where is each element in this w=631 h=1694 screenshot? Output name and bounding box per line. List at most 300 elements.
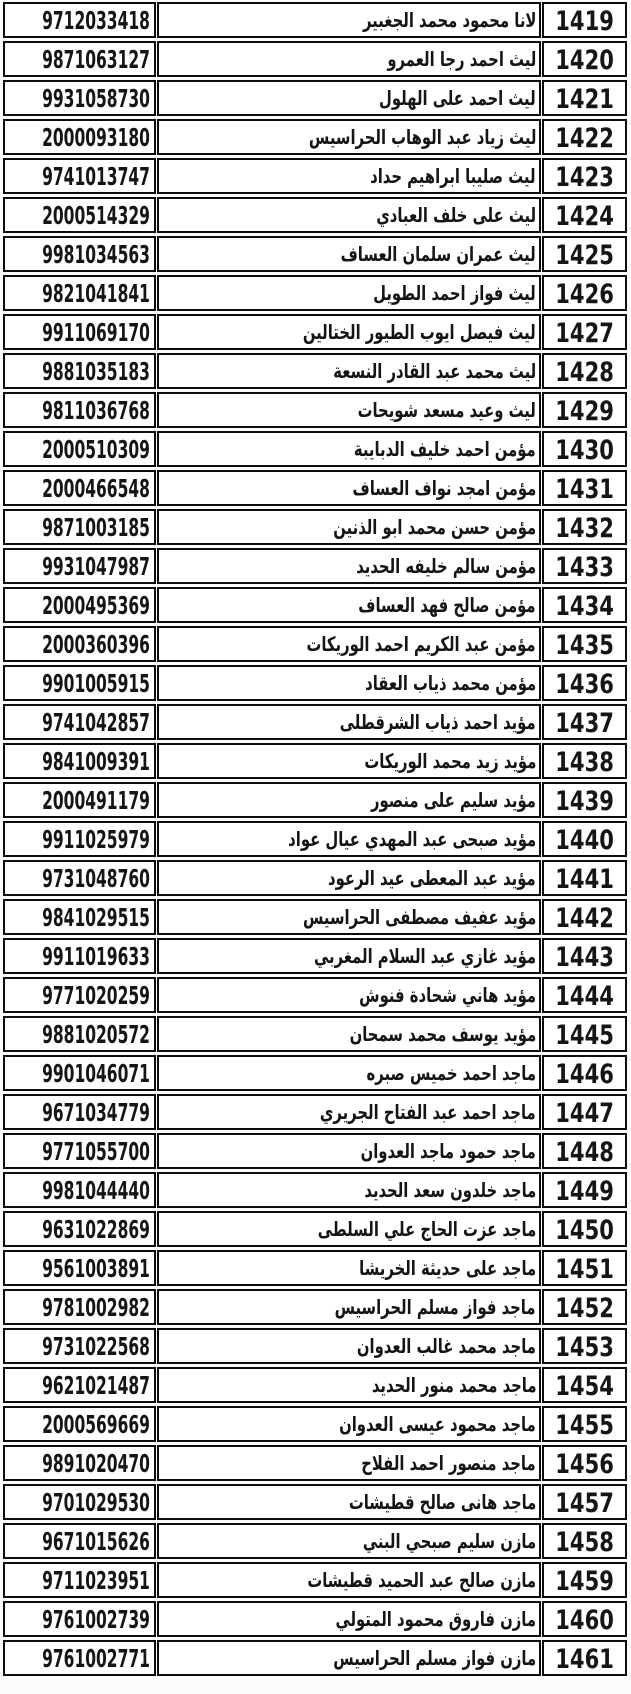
national-id-cell	[3, 1640, 156, 1676]
row-number-text: 1424	[555, 201, 614, 232]
person-name-text: مازن سليم صبحي البني	[362, 1529, 536, 1553]
row-number-text: 1432	[555, 513, 614, 544]
row-number-text: 1452	[555, 1293, 614, 1324]
person-name-text: ماجد احمد عبد الفتاح الجريري	[320, 1100, 536, 1124]
national-id-text: 9771020259	[42, 980, 150, 1010]
national-id-cell	[3, 704, 156, 740]
table-row	[3, 1367, 627, 1403]
row-number-text: 1455	[555, 1410, 614, 1441]
row-number-text: 1425	[555, 240, 614, 271]
person-name-text: مؤيد سليم على منصور	[371, 788, 536, 812]
row-number-text: 1459	[555, 1566, 614, 1597]
national-id-cell	[3, 119, 156, 155]
person-name-text: مؤيد يوسف محمد سمحان	[349, 1022, 536, 1046]
table-row	[3, 782, 627, 818]
person-name-cell	[157, 704, 541, 740]
national-id-cell	[3, 275, 156, 311]
row-number-cell	[542, 1640, 627, 1676]
national-id-cell	[3, 1562, 156, 1598]
row-number-cell	[542, 938, 627, 974]
national-id-cell	[3, 41, 156, 77]
person-name-text: ماجد احمد خميس صبره	[366, 1061, 536, 1085]
table-row	[3, 1289, 627, 1325]
national-id-cell	[3, 392, 156, 428]
national-id-cell	[3, 1445, 156, 1481]
row-number-cell	[542, 1562, 627, 1598]
person-name-cell	[157, 1640, 541, 1676]
person-name-cell	[157, 1133, 541, 1169]
national-id-cell	[3, 1055, 156, 1091]
row-number-text: 1445	[555, 1020, 614, 1051]
person-name-cell	[157, 314, 541, 350]
row-number-cell	[542, 1172, 627, 1208]
row-number-text: 1419	[555, 6, 614, 37]
national-id-cell	[3, 665, 156, 701]
national-id-cell	[3, 1406, 156, 1442]
person-name-text: ماجد خلدون سعد الحديد	[364, 1178, 536, 1202]
person-name-text: مازن صالح عبد الحميد قطيشات	[307, 1568, 536, 1592]
person-name-cell	[157, 158, 541, 194]
row-number-text: 1426	[555, 279, 614, 310]
person-name-text: مؤمن عبد الكريم احمد الوريكات	[306, 632, 536, 656]
table-row	[3, 1562, 627, 1598]
national-id-cell	[3, 1523, 156, 1559]
person-name-text: ماجد هانى صالح قطيشات	[348, 1490, 536, 1514]
table-row	[3, 665, 627, 701]
table-row	[3, 1328, 627, 1364]
person-name-cell	[157, 1406, 541, 1442]
person-name-cell	[157, 1250, 541, 1286]
row-number-text: 1457	[555, 1488, 614, 1519]
national-id-cell	[3, 938, 156, 974]
person-name-cell	[157, 977, 541, 1013]
national-id-cell	[3, 743, 156, 779]
person-name-cell	[157, 860, 541, 896]
person-name-text: مازن فواز مسلم الحراسيس	[333, 1646, 536, 1670]
table-row	[3, 743, 627, 779]
person-name-text: ليث وعيد مسعد شويحات	[357, 398, 536, 422]
table-row	[3, 1211, 627, 1247]
national-id-text: 2000510309	[42, 434, 150, 464]
national-id-cell	[3, 1484, 156, 1520]
row-number-cell	[542, 275, 627, 311]
person-name-text: ماجد على حديثة الخريشا	[359, 1256, 536, 1280]
person-name-text: ماجد منصور احمد الفلاح	[361, 1451, 536, 1475]
row-number-text: 1429	[555, 396, 614, 427]
row-number-cell	[542, 1016, 627, 1052]
national-id-text: 9771055700	[42, 1136, 150, 1166]
row-number-cell	[542, 80, 627, 116]
person-name-text: ليث زياد عبد الوهاب الحراسيس	[308, 125, 536, 149]
person-name-text: مؤيد غازي عبد السلام المغربي	[313, 944, 536, 968]
row-number-cell	[542, 197, 627, 233]
table-row	[3, 1172, 627, 1208]
row-number-text: 1441	[555, 864, 614, 895]
national-id-cell	[3, 1211, 156, 1247]
row-number-cell	[542, 977, 627, 1013]
row-number-cell	[542, 158, 627, 194]
row-number-text: 1450	[555, 1215, 614, 1246]
national-id-text: 9711023951	[42, 1565, 150, 1595]
person-name-cell	[157, 1094, 541, 1130]
row-number-cell	[542, 314, 627, 350]
row-number-cell	[542, 1328, 627, 1364]
national-id-cell	[3, 860, 156, 896]
national-id-text: 9871063127	[42, 44, 150, 74]
row-number-text: 1456	[555, 1449, 614, 1480]
person-name-cell	[157, 1328, 541, 1364]
person-name-text: مؤيد عبد المعطى عيد الرعود	[328, 866, 536, 890]
row-number-cell	[542, 2, 627, 38]
national-id-cell	[3, 158, 156, 194]
national-id-cell	[3, 1172, 156, 1208]
row-number-cell	[542, 1289, 627, 1325]
row-number-cell	[542, 665, 627, 701]
row-number-cell	[542, 899, 627, 935]
row-number-text: 1422	[555, 123, 614, 154]
person-name-text: ماجد محمود عيسى العدوان	[339, 1412, 536, 1436]
national-id-cell	[3, 1133, 156, 1169]
national-id-cell	[3, 2, 156, 38]
person-name-cell	[157, 1055, 541, 1091]
row-number-text: 1440	[555, 825, 614, 856]
national-id-cell	[3, 1601, 156, 1637]
national-id-text: 9891020470	[42, 1448, 150, 1478]
table-row	[3, 2, 627, 38]
table-row	[3, 197, 627, 233]
table-row	[3, 392, 627, 428]
national-id-cell	[3, 314, 156, 350]
table-row	[3, 275, 627, 311]
national-id-cell	[3, 236, 156, 272]
person-name-cell	[157, 548, 541, 584]
national-id-cell	[3, 353, 156, 389]
person-name-text: مؤيد عفيف مصطفى الحراسيس	[302, 905, 536, 929]
person-name-cell	[157, 119, 541, 155]
national-id-text: 9712033418	[42, 5, 150, 35]
national-id-text: 2000491179	[42, 785, 150, 815]
national-id-cell	[3, 1016, 156, 1052]
table-row	[3, 1484, 627, 1520]
national-id-text: 9731022568	[42, 1331, 150, 1361]
national-id-cell	[3, 821, 156, 857]
table-row	[3, 587, 627, 623]
national-id-text: 9911025979	[42, 824, 150, 854]
person-name-cell	[157, 197, 541, 233]
person-name-cell	[157, 80, 541, 116]
national-id-cell	[3, 548, 156, 584]
national-id-text: 9841009391	[42, 746, 150, 776]
table-row	[3, 938, 627, 974]
row-number-text: 1449	[555, 1176, 614, 1207]
row-number-text: 1427	[555, 318, 614, 349]
person-name-text: ليث صليبا ابراهيم حداد	[370, 164, 536, 188]
row-number-cell	[542, 1133, 627, 1169]
person-name-cell	[157, 1523, 541, 1559]
person-name-text: ليث فواز احمد الطويل	[373, 281, 536, 305]
row-number-text: 1421	[555, 84, 614, 115]
row-number-cell	[542, 509, 627, 545]
national-id-cell	[3, 1250, 156, 1286]
row-number-cell	[542, 1211, 627, 1247]
person-name-cell	[157, 665, 541, 701]
row-number-cell	[542, 1406, 627, 1442]
row-number-cell	[542, 1523, 627, 1559]
table-row	[3, 41, 627, 77]
names-roster-table	[3, 2, 627, 1679]
row-number-text: 1444	[555, 981, 614, 1012]
national-id-cell	[3, 509, 156, 545]
national-id-cell	[3, 1289, 156, 1325]
table-row	[3, 431, 627, 467]
national-id-cell	[3, 1328, 156, 1364]
row-number-text: 1454	[555, 1371, 614, 1402]
row-number-cell	[542, 1445, 627, 1481]
row-number-text: 1442	[555, 903, 614, 934]
person-name-cell	[157, 470, 541, 506]
person-name-text: ماجد عزت الحاج علي السلطى	[317, 1217, 536, 1241]
person-name-cell	[157, 509, 541, 545]
row-number-text: 1439	[555, 786, 614, 817]
row-number-text: 1431	[555, 474, 614, 505]
person-name-text: مؤمن حسن محمد ابو الذنين	[333, 515, 536, 539]
national-id-text: 9881020572	[42, 1019, 150, 1049]
row-number-text: 1430	[555, 435, 614, 466]
national-id-text: 9911019633	[42, 941, 150, 971]
national-id-text: 9821041841	[42, 278, 150, 308]
national-id-text: 9881035183	[42, 356, 150, 386]
table-row	[3, 314, 627, 350]
row-number-text: 1447	[555, 1098, 614, 1129]
national-id-text: 9761002771	[42, 1643, 150, 1673]
person-name-text: مؤمن صالح فهد العساف	[358, 593, 536, 617]
national-id-text: 9901046071	[42, 1058, 150, 1088]
person-name-cell	[157, 1601, 541, 1637]
national-id-text: 9741042857	[42, 707, 150, 737]
row-number-cell	[542, 470, 627, 506]
national-id-text: 9911069170	[42, 317, 150, 347]
national-id-text: 9841029515	[42, 902, 150, 932]
person-name-cell	[157, 2, 541, 38]
table-row	[3, 977, 627, 1013]
table-row	[3, 353, 627, 389]
row-number-text: 1460	[555, 1605, 614, 1636]
national-id-text: 9671034779	[42, 1097, 150, 1127]
national-id-cell	[3, 587, 156, 623]
row-number-cell	[542, 860, 627, 896]
national-id-text: 9731048760	[42, 863, 150, 893]
national-id-text: 9981044440	[42, 1175, 150, 1205]
row-number-text: 1420	[555, 45, 614, 76]
person-name-cell	[157, 1211, 541, 1247]
row-number-cell	[542, 1484, 627, 1520]
table-row	[3, 470, 627, 506]
person-name-cell	[157, 782, 541, 818]
table-row	[3, 119, 627, 155]
person-name-text: ليث احمد على الهلول	[379, 86, 536, 110]
person-name-text: ماجد محمد غالب العدوان	[356, 1334, 536, 1358]
person-name-text: ليث احمد رجا العمرو	[387, 47, 536, 71]
table-row	[3, 1406, 627, 1442]
person-name-cell	[157, 938, 541, 974]
row-number-cell	[542, 41, 627, 77]
national-id-cell	[3, 1094, 156, 1130]
national-id-cell	[3, 899, 156, 935]
row-number-text: 1434	[555, 591, 614, 622]
row-number-cell	[542, 1250, 627, 1286]
table-row	[3, 1016, 627, 1052]
table-row	[3, 236, 627, 272]
person-name-cell	[157, 626, 541, 662]
national-id-cell	[3, 470, 156, 506]
national-id-text: 9871003185	[42, 512, 150, 542]
person-name-text: ليث محمد عبد القادر النسعة	[333, 359, 536, 383]
national-id-text: 9901005915	[42, 668, 150, 698]
national-id-cell	[3, 977, 156, 1013]
row-number-text: 1428	[555, 357, 614, 388]
national-id-text: 2000495369	[42, 590, 150, 620]
row-number-text: 1423	[555, 162, 614, 193]
person-name-cell	[157, 1367, 541, 1403]
row-number-cell	[542, 392, 627, 428]
table-row	[3, 509, 627, 545]
person-name-cell	[157, 1562, 541, 1598]
row-number-text: 1448	[555, 1137, 614, 1168]
person-name-cell	[157, 431, 541, 467]
person-name-cell	[157, 236, 541, 272]
row-number-cell	[542, 587, 627, 623]
national-id-text: 9781002982	[42, 1292, 150, 1322]
table-row	[3, 1601, 627, 1637]
national-id-text: 9761002739	[42, 1604, 150, 1634]
national-id-text: 9981034563	[42, 239, 150, 269]
person-name-text: مؤيد زيد محمد الوريكات	[364, 749, 536, 773]
row-number-cell	[542, 236, 627, 272]
row-number-text: 1436	[555, 669, 614, 700]
person-name-text: مؤمن احمد خليف الدبايبة	[354, 437, 536, 461]
row-number-cell	[542, 1055, 627, 1091]
table-row	[3, 1640, 627, 1676]
national-id-cell	[3, 197, 156, 233]
person-name-text: مازن فاروق محمود المتولي	[335, 1607, 536, 1631]
table-row	[3, 1055, 627, 1091]
row-number-text: 1443	[555, 942, 614, 973]
row-number-cell	[542, 821, 627, 857]
table-row	[3, 899, 627, 935]
row-number-text: 1437	[555, 708, 614, 739]
table-row	[3, 548, 627, 584]
person-name-cell	[157, 1484, 541, 1520]
person-name-text: ليث فيصل ايوب الطيور الختالين	[303, 320, 536, 344]
table-row	[3, 821, 627, 857]
person-name-text: مؤمن امجد نواف العساف	[352, 476, 536, 500]
national-id-cell	[3, 782, 156, 818]
table-row	[3, 1445, 627, 1481]
national-id-text: 2000093180	[42, 122, 150, 152]
national-id-text: 9621021487	[42, 1370, 150, 1400]
row-number-cell	[542, 353, 627, 389]
person-name-text: ماجد حمود ماجد العدوان	[360, 1139, 536, 1163]
row-number-cell	[542, 782, 627, 818]
row-number-cell	[542, 704, 627, 740]
row-number-cell	[542, 1094, 627, 1130]
person-name-text: مؤيد صبحى عبد المهدي عيال عواد	[287, 827, 536, 851]
national-id-text: 2000466548	[42, 473, 150, 503]
person-name-text: ليث على خلف العبادي	[376, 203, 536, 227]
person-name-cell	[157, 743, 541, 779]
person-name-cell	[157, 1172, 541, 1208]
table-row	[3, 1094, 627, 1130]
person-name-text: مؤيد هاني شحادة فنوش	[359, 983, 536, 1007]
table-row	[3, 158, 627, 194]
person-name-cell	[157, 392, 541, 428]
national-id-text: 9631022869	[42, 1214, 150, 1244]
row-number-text: 1435	[555, 630, 614, 661]
national-id-text: 9931047987	[42, 551, 150, 581]
table-row	[3, 860, 627, 896]
person-name-cell	[157, 899, 541, 935]
table-row	[3, 626, 627, 662]
person-name-cell	[157, 821, 541, 857]
national-id-text: 9811036768	[42, 395, 150, 425]
row-number-cell	[542, 743, 627, 779]
person-name-cell	[157, 587, 541, 623]
person-name-cell	[157, 41, 541, 77]
row-number-cell	[542, 1367, 627, 1403]
national-id-text: 9931058730	[42, 83, 150, 113]
row-number-cell	[542, 431, 627, 467]
national-id-text: 9701029530	[42, 1487, 150, 1517]
person-name-cell	[157, 1445, 541, 1481]
person-name-text: ماجد فواز مسلم الحراسيس	[335, 1295, 536, 1319]
national-id-text: 9741013747	[42, 161, 150, 191]
national-id-text: 2000569669	[42, 1409, 150, 1439]
national-id-text: 2000514329	[42, 200, 150, 230]
row-number-text: 1433	[555, 552, 614, 583]
row-number-cell	[542, 1601, 627, 1637]
row-number-text: 1451	[555, 1254, 614, 1285]
person-name-text: مؤمن سالم خليفه الحديد	[356, 554, 536, 578]
row-number-cell	[542, 548, 627, 584]
row-number-cell	[542, 119, 627, 155]
person-name-cell	[157, 1016, 541, 1052]
national-id-text: 2000360396	[42, 629, 150, 659]
national-id-cell	[3, 80, 156, 116]
table-row	[3, 1523, 627, 1559]
person-name-cell	[157, 353, 541, 389]
person-name-text: ماجد محمد منور الحديد	[371, 1373, 536, 1397]
national-id-text: 9671015626	[42, 1526, 150, 1556]
national-id-cell	[3, 626, 156, 662]
person-name-text: ليث عمران سلمان العساف	[340, 242, 536, 266]
table-row	[3, 1250, 627, 1286]
row-number-text: 1438	[555, 747, 614, 778]
person-name-cell	[157, 275, 541, 311]
person-name-cell	[157, 1289, 541, 1325]
person-name-text: مؤيد احمد ذياب الشرقطلى	[340, 710, 536, 734]
row-number-text: 1458	[555, 1527, 614, 1558]
row-number-cell	[542, 626, 627, 662]
row-number-text: 1446	[555, 1059, 614, 1090]
table-row	[3, 704, 627, 740]
national-id-cell	[3, 1367, 156, 1403]
person-name-text: لانا محمود محمد الجغبير	[362, 8, 536, 32]
national-id-cell	[3, 431, 156, 467]
table-row	[3, 80, 627, 116]
table-row	[3, 1133, 627, 1169]
national-id-text: 9561003891	[42, 1253, 150, 1283]
row-number-text: 1453	[555, 1332, 614, 1363]
